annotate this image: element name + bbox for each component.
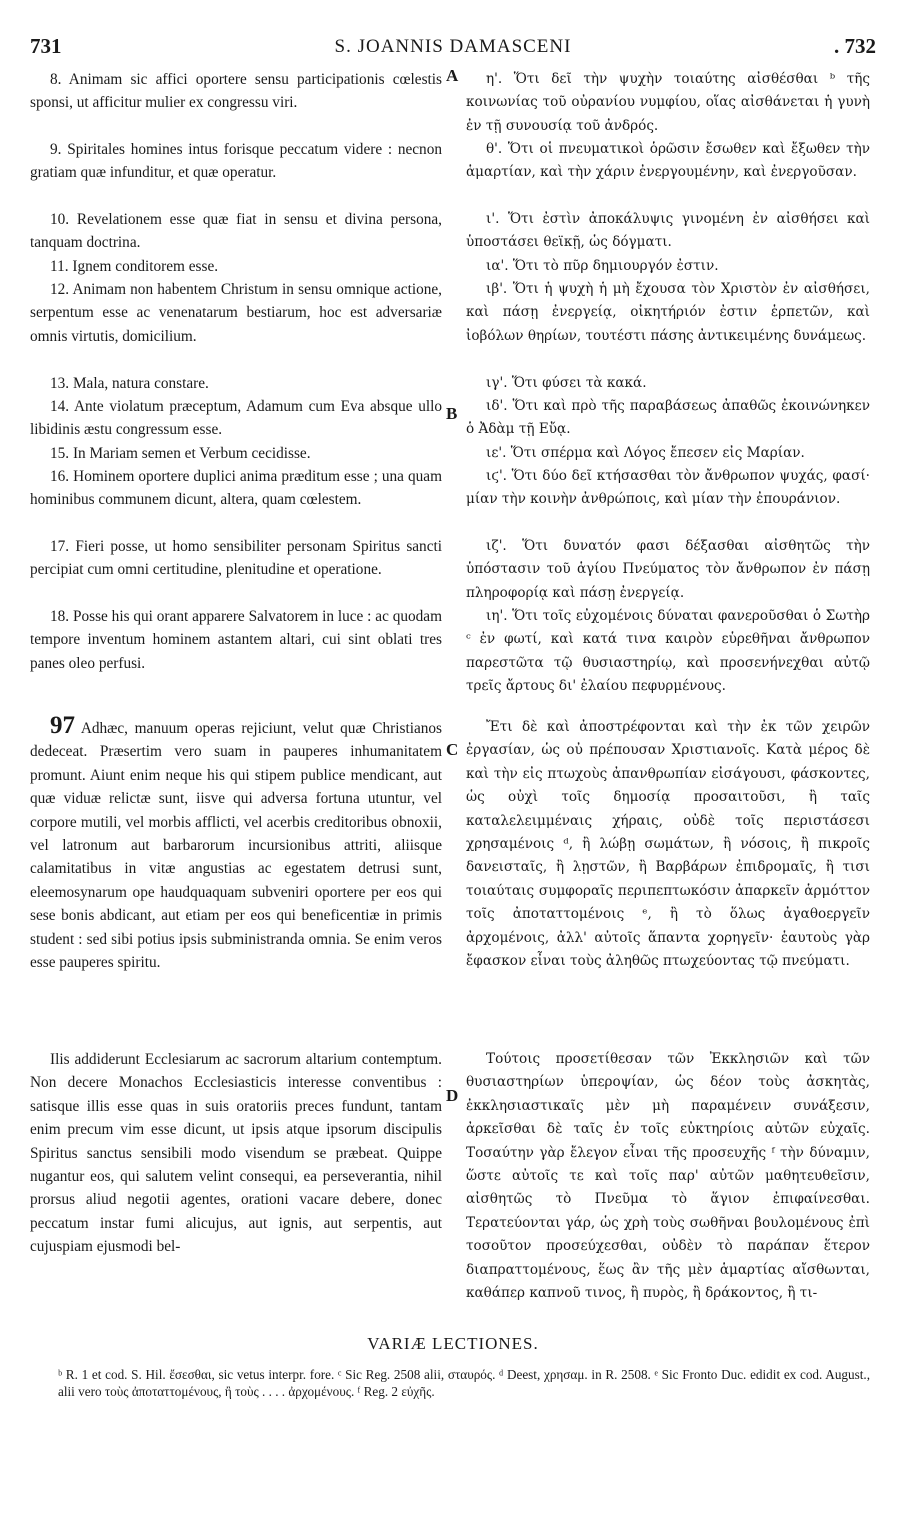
latin-section-97 — [30, 712, 442, 974]
greek-item-16: ιϛ'. Ὅτι δύο δεῖ κτήσασθαι τὸν ἄνθρωπον ψυχάς, φασί· μίαν τὴν κοινὴν ἀνθρώποις, καὶ μίαν τὴν ἐπουράνιον. — [466, 468, 870, 508]
greek-item-12: ιβ'. Ὅτι ἡ ψυχὴ ἡ μὴ ἔχουσα τὸν Χριστὸν ἐν αἰσθήσει, καὶ πάσῃ ἐνεργείᾳ, οἰκητήριόν ἐστιν ἑρπετῶν, καὶ ἰοβόλων θηρίων, τουτέστι πάσης ἀντικειμένης δυνάμεως. — [466, 281, 870, 344]
margin-marker-b: B — [446, 404, 458, 423]
greek-item-11: ια'. Ὅτι τὸ πῦρ δημιουργόν ἐστιν. — [486, 258, 719, 274]
running-title: S. JOANNIS DAMASCENI — [334, 36, 572, 57]
latin-section-ilis — [30, 1048, 442, 1259]
latin-item-8: 8. Animam sic affici oportere sensu participationis cœlestis sponsi, ut afficitur mulier ex congressu viri. — [30, 71, 442, 112]
greek-item-18: ιη'. Ὅτι τοῖς εὐχομένοις δύναται φανεροῦσθαι ὁ Σωτὴρ ᶜ ἐν φωτί, καὶ κατά τινα καιρὸν εὑρεθῆναι ἄνθρωπον παρεστῶτα τῷ θυσιαστηρίῳ, καὶ προσενήνεχθαι αὐτῷ τρεῖς ἄρτους δι' ἐλαίου πεφυρμένους. — [466, 608, 870, 695]
latin-paragraph-97 — [30, 712, 442, 974]
section-number-97: 97 — [50, 712, 75, 739]
latin-item-15: 15. In Mariam semen et Verbum cecidisse. — [50, 445, 311, 462]
margin-marker-d: D — [446, 1086, 459, 1105]
latin-item-14: 14. Ante violatum præceptum, Adamum cum Eva absque ullo libidinis æstu congressum esse. — [30, 398, 442, 439]
latin-item-13: 13. Mala, natura constare. — [50, 375, 209, 392]
latin-item-17: 17. Fieri posse, ut homo sensibiliter personam Spiritus sancti percipiat cum omni certitudine, plenitudine et operatione. — [30, 538, 442, 579]
greek-paragraph-ilis: Τούτοις προσετίθεσαν τῶν Ἐκκλησιῶν καὶ τῶν θυσιαστηρίων ὑπεροψίαν, ὡς δέον τοὺς ἀσκητὰς, ἐκκλησιαστικαῖς μὲν μὴ παραμένειν συνάξεσιν, ἀρκεῖσθαι δὲ ταῖς ἐν τοῖς εὐκτηρίοις αὐτῶν εὐχαῖς. Τοσαύτην γὰρ ἔλεγον εἶναι τῆς προσευχῆς ᶠ τὴν δύναμιν, ὥστε αὐτοῖς τε καὶ τοῖς παρ' αὐτῶν μαθητευθεῖσιν, αἰσθητῶς τὸ Πνεῦμα τὸ ἅγιον ἐπιφαίνεσθαι. Τερατεύονται γάρ, ὡς χρὴ τοὺς σωθῆναι βουλομένους ἐπὶ τοσοῦτον προσεύχεσθαι, οὐδὲν τὸ παράπαν ἕτερον διαπραττομένους, ἕως ἂν τῆς μὲν ἁμαρτίας αἴσθωνται, καθάπερ καπνοῦ τινος, ἢ πυρὸς, ἢ δράκοντος, ἢ τι- — [466, 1051, 870, 1302]
latin-item-12: 12. Animam non habentem Christum in sensu omnique actione, serpentum esse ac venenatarum bestiarum, hoc est adversariæ omnis virtutis, domicilium. — [30, 281, 442, 345]
greek-section-ilis — [466, 1048, 870, 1305]
greek-item-14: ιδ'. Ὅτι καὶ πρὸ τῆς παραβάσεως ἀπαθῶς ἐκοινώνηκεν ὁ Ἀδὰμ τῇ Εὔᾳ. — [466, 398, 870, 438]
variae-lectiones-title: VARIÆ LECTIONES. — [367, 1334, 539, 1353]
variae-lectiones-notes: ᵇ R. 1 et cod. S. Hil. ἔσεσθαι, sic vetus interpr. fore. ᶜ Sic Reg. 2508 alii, σταυρός. ᵈ Deest, χρησαμ. in R. 2508. ᵉ Sic Fronto Duc. edidit ex cod. August., alii vero τοὺς ἀποταττομένους, ἢ τοὺς . . . . ἀρχομένους. ᶠ Reg. 2 εὐχῆς. — [58, 1367, 870, 1399]
greek-section-97 — [466, 716, 870, 973]
latin-item-16: 16. Hominem oportere duplici anima præditum esse ; una quam hominibus communem dicunt, altera, quam cœlestem. — [30, 468, 442, 509]
page-header — [30, 34, 876, 64]
page-number-right: . 732 — [834, 34, 876, 58]
page-number-left: 731 — [30, 34, 62, 58]
greek-item-10: ι'. Ὅτι ἐστὶν ἀποκάλυψις γινομένη ἐν αἰσθήσει καὶ ὑποστάσει θεϊκῇ, ὡς δόγματι. — [466, 211, 870, 251]
greek-column-top — [466, 68, 870, 699]
greek-item-13: ιγ'. Ὅτι φύσει τὰ κακά. — [486, 375, 647, 391]
latin-paragraph-97-text: Adhæc, manuum operas rejiciunt, velut quæ Christianos dedeceat. Præsertim vero suam in pauperes inhumanitatem promunt. Aiunt enim neque his qui stipem publice mendicant, aut quæ viduæ relictæ sunt, iisve qui adversa fortuna utuntur, vel corpore mutili, vel morbis afflicti, vel acerbis creditoribus obnoxii, vel latronum aut barbarorum incursionibus attriti, aliisque calamitatibus in vitæ angustias ac egestatem detrusi sunt, eleemosynarum ope haudquaquam subveniri oportere per eos qui sese bonis abdicant, aut etiam per eos qui beneficentiæ in primis student : sed sibi potius ipsis subministranda omnia. Se enim veros esse pauperes spiritu. — [30, 720, 442, 972]
latin-item-9: 9. Spiritales homines intus forisque peccatum videre : necnon gratiam quæ infunditur, et quæ operatur. — [30, 141, 442, 182]
margin-marker-c: C — [446, 740, 459, 759]
greek-item-17: ιζ'. Ὅτι δυνατόν φασι δέξασθαι αἰσθητῶς τὴν ὑπόστασιν τοῦ ἁγίου Πνεύματος τὸν ἄνθρωπον ἐν πάσῃ πληροφορίᾳ καὶ πάσῃ ἐνεργείᾳ. — [466, 538, 870, 601]
greek-item-15: ιε'. Ὅτι σπέρμα καὶ Λόγος ἔπεσεν εἰς Μαρίαν. — [486, 445, 805, 461]
greek-item-9: θ'. Ὅτι οἱ πνευματικοὶ ὁρῶσιν ἔσωθεν καὶ ἔξωθεν τὴν ἁμαρτίαν, καὶ τὴν χάριν ἐνεργουμένην, καὶ ἐνεργοῦσαν. — [466, 141, 870, 181]
margin-marker-a: A — [446, 66, 459, 85]
latin-item-10: 10. Revelationem esse quæ fiat in sensu et divina persona, tanquam doctrina. — [30, 211, 442, 252]
latin-item-18: 18. Posse his qui orant apparere Salvatorem in luce : ac quodam tempore inventum hominem astantem altari, cui sint oblati tres panes oleo perfusi. — [30, 608, 442, 672]
greek-item-8: η'. Ὅτι δεῖ τὴν ψυχὴν τοιαύτης αἰσθέσθαι ᵇ τῆς κοινωνίας τοῦ οὐρανίου νυμφίου, οἵας αἰσθάνεται ἡ γυνὴ ἐν τῇ συνουσίᾳ τοῦ ἀνδρός. — [466, 71, 870, 134]
latin-column-top — [30, 68, 442, 699]
greek-paragraph-97: Ἔτι δὲ καὶ ἀποστρέφονται καὶ τὴν ἐκ τῶν χειρῶν ἐργασίαν, ὡς οὐ πρέπουσαν Χριστιανοῖς. Κατὰ μέρος δὲ καὶ τὴν εἰς πτωχοὺς ἀπανθρωπίαν εἰσάγουσι, φάσκοντες, ὡς οὐχὶ τοῖς δημοσίᾳ προσαιτοῦσι, ἢ ταῖς καταλελειμμέναις χήραις, οὐδὲ τοῖς περιστάσεσι χρησαμένοις ᵈ, ἢ λώβῃ σωμάτων, ἢ νόσοις, ἢ πικροῖς δανεισταῖς, ἢ λῃστῶν, ἢ Βαρβάρων ἐπιδρομαῖς, ἢ τισι τοιαύταις συμφοραῖς περιπεπτωκόσιν ἀπαρκεῖν ἁρμόττον τοῖς ἀποταττομένοις ᵉ, ἢ τὸ ὅλως ἀγαθοεργεῖν ἀρχομένοις, ἀλλ' αὐτοῖς ἅπαντα χορηγεῖν· ἑαυτοὺς γὰρ ἔφασκον εἶναι τοὺς ἀληθῶς πτωχεύοντας τῷ πνεύματι. — [466, 719, 870, 970]
latin-item-11: 11. Ignem conditorem esse. — [50, 258, 219, 275]
latin-paragraph-ilis: Ilis addiderunt Ecclesiarum ac sacrorum altarium contemptum. Non decere Monachos Ecclesiasticis interesse conventibus : satisque illis esse quas in suis oratoriis preces fundunt, tantam enim precum vim esse dicunt, ut ipsis atque ipsorum discipulis Spiritus sanctus sensibili modo visendum se præbeat. Quippe nugantur eos, qui salutem velint consequi, ea perseverantia, nihil prorsus aliud negotii agentes, orationi vacare debere, donec peccatum instar fumi alicujus, aut ignis, aut serpentis, aut cujuspiam ejusmodi bel- — [30, 1051, 442, 1256]
